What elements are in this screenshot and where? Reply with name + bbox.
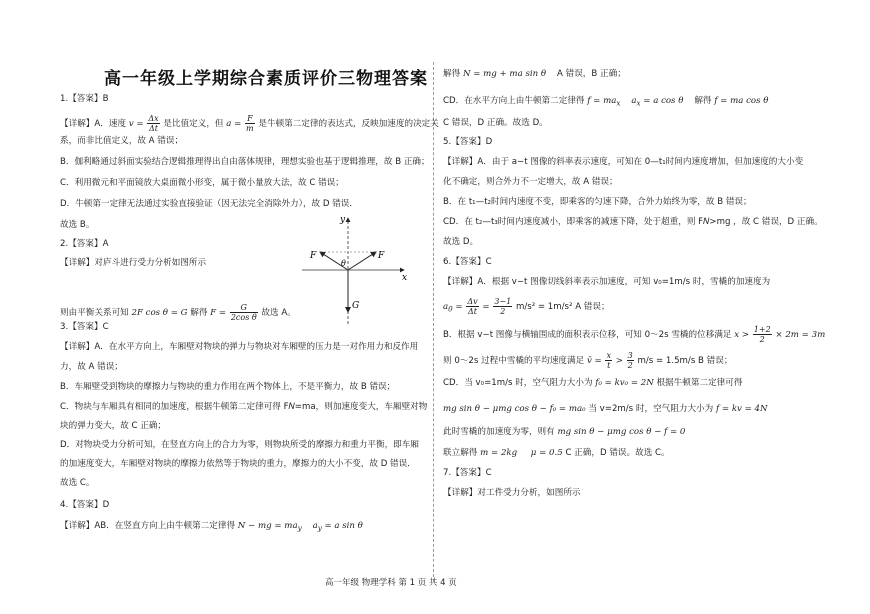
q2-explanation-line-2: 则由平衡关系可知 2F cos θ = G 解得 F = $\frac{G}{\text{2cos θ}}$ 故选 A。 (60, 303, 296, 322)
q3-explanation-line-3: B．车厢壁受到物块的摩擦力与物块的重力作用在两个物体上，不是平衡力，故 B 错误； (60, 382, 396, 392)
q1-explanation-line-3: B．伽利略通过斜面实验结合逻辑推理得出自由落体规律，理想实验也基于逻辑推理，故 B 正确； (60, 157, 430, 167)
q4-answer: 4.【答案】D (60, 500, 110, 510)
q3-explanation-line-1: 【详解】A．在水平方向上，车厢壁对物块的弹力与物块对车厢壁的压力是一对作用力和反作用 (60, 342, 419, 352)
q7-answer: 7.【答案】C (443, 468, 492, 478)
q6-explanation-line-8: 联立解得 m = 2kg μ = 0.5 C 正确，D 错误。故选 C。 (443, 448, 670, 458)
label-y: y (340, 215, 346, 225)
label-x: x (402, 273, 408, 283)
q3-conclusion: 故选 C。 (60, 478, 95, 488)
q2-answer: 2.【答案】A (60, 239, 109, 249)
q3-explanation-line-7: 的加速度变大，车厢壁对物块的摩擦力依然等于物块的重力，摩擦力的大小不变，故 D 错误． (60, 459, 416, 469)
fraction-f-m: $\frac{F}{m}$ (246, 114, 254, 133)
q4-conclusion: C 错误，D 正确。故选 D。 (443, 118, 548, 128)
force-f-right-arrow (348, 252, 376, 270)
fraction-g-2cos: $\frac{G}{\text{2cos θ}}$ (230, 303, 257, 322)
q4-solution-line-1: 解得 N = mg + ma sin θ A 错误，B 正确； (443, 69, 626, 79)
q6-explanation-line-3: B．根据 v−t 图像与横轴围成的面积表示位移，可知 0～2s 雪橇的位移满足 x > $\frac{1+2}{2}$ × 2m = 3m (443, 325, 826, 344)
page-title: 高一年级上学期综合素质评价三物理答案 (104, 69, 428, 89)
q6-explanation-line-6: mg sin θ − μmg cos θ − f₀ = ma₀ 当 v=2m/s 时，空气阻力大小为 f = kv = 4N (443, 404, 768, 414)
q3-explanation-line-6: D．对物块受力分析可知，在竖直方向上的合力为零，则物块所受的摩擦力和重力平衡，即车厢 (60, 440, 419, 450)
page-footer: 高一年级 物理学科 第 1 页 共 4 页 (325, 578, 457, 588)
q3-explanation-line-4: C．物块与车厢具有相同的加速度，根据牛顿第二定律可得 F𝑁=ma，则加速度变大，车厢壁对物 (60, 402, 428, 412)
q6-explanation-line-2: $a_0$ = $\frac{\Delta v}{\Delta t}$ = $\frac{3-1}{2}$ m/s² = 1m/s² A 错误； (443, 297, 610, 316)
q2-explanation-line-1: 【详解】对庐斗进行受力分析如图所示 (60, 258, 207, 268)
q1-explanation-line-4: C．利用微元和平面镜放大桌面微小形变，属于微小量放大法，故 C 错误； (60, 178, 344, 188)
q5-explanation-line-1: 【详解】A．由于 a−t 图像的斜率表示速度，可知在 0—t₁时间内速度增加，但加速度的大小变 (443, 157, 804, 167)
q1-explanation-line-1: 【详解】A．速度 v = $\frac{\Delta x}{\Delta t}$ 是比值定义，但 a = $\frac{F}{m}$ 是牛顿第二定律的表达式，反映加速度的决定关 (60, 114, 439, 133)
q1-explanation-line-2: 系，而非比值定义，故 A 错误； (60, 136, 184, 146)
q4-solution-line-2: CD．在水平方向上由牛顿第二定律得 $f = ma_x$ $a_x = a$ cos θ 解得 f = ma cos θ (443, 96, 769, 108)
q1-answer: 1.【答案】B (60, 94, 109, 104)
q4-explanation-line-1: 【详解】AB．在竖直方向上由牛顿第二定律得 N − mg = $ma_y$ $a_y = a$ sin θ (60, 521, 363, 533)
q3-answer: 3.【答案】C (60, 322, 109, 332)
force-diagram (300, 212, 412, 328)
q1-explanation-line-5: D．牛顿第一定律无法通过实验直接验证（因无法完全消除外力），故 D 错误． (60, 199, 358, 209)
fraction-dx-dt: $\frac{\Delta x}{\Delta t}$ (148, 114, 159, 133)
q5-conclusion: 故选 D。 (443, 237, 479, 247)
q6-explanation-line-7: 此时雪橇的加速度为零，则有 mg sin θ − μmg cos θ − f = 0 (443, 427, 686, 437)
q7-explanation-line-1: 【详解】对工件受力分析，如图所示 (443, 488, 581, 498)
label-theta: θ (341, 259, 346, 268)
q1-conclusion: 故选 B。 (60, 220, 95, 230)
label-f-left: F (310, 251, 317, 261)
q6-answer: 6.【答案】C (443, 257, 492, 267)
column-divider (433, 62, 434, 582)
label-f-right: F (378, 251, 385, 261)
q5-explanation-line-3: B．在 t₁—t₂时间内速度不变，即乘客的匀速下降，合外力始终为零，故 B 错误； (443, 197, 752, 207)
q3-explanation-line-2: 力，故 A 错误； (60, 362, 123, 372)
q5-explanation-line-2: 化不确定，则合外力不一定增大，故 A 错误； (443, 177, 618, 187)
q5-answer: 5.【答案】D (443, 137, 493, 147)
label-g: G (352, 301, 360, 311)
q6-explanation-line-5: CD．当 v₀=1m/s 时，空气阻力大小为 f₀ = kv₀ = 2N 根据牛顿第二定律可得 (443, 378, 743, 388)
q5-explanation-line-4: CD．在 t₂—t₃时间内速度减小，即乘客的减速下降，处于超重，则 F𝑁>mg ，故 C 错误，D 正确。 (443, 217, 823, 227)
q3-explanation-line-5: 块的弹力变大，故 C 正确； (60, 421, 166, 431)
q6-explanation-line-1: 【详解】A．根据 v−t 图像切线斜率表示加速度，可知 v₀=1m/s 时，雪橇的加速度为 (443, 277, 771, 287)
q6-explanation-line-4: 则 0～2s 过程中雪橇的平均速度满足 v̄ = $\frac{x}{t}$ > $\frac{3}{2}$ m/s = 1.5m/s B 错误； (443, 351, 733, 370)
